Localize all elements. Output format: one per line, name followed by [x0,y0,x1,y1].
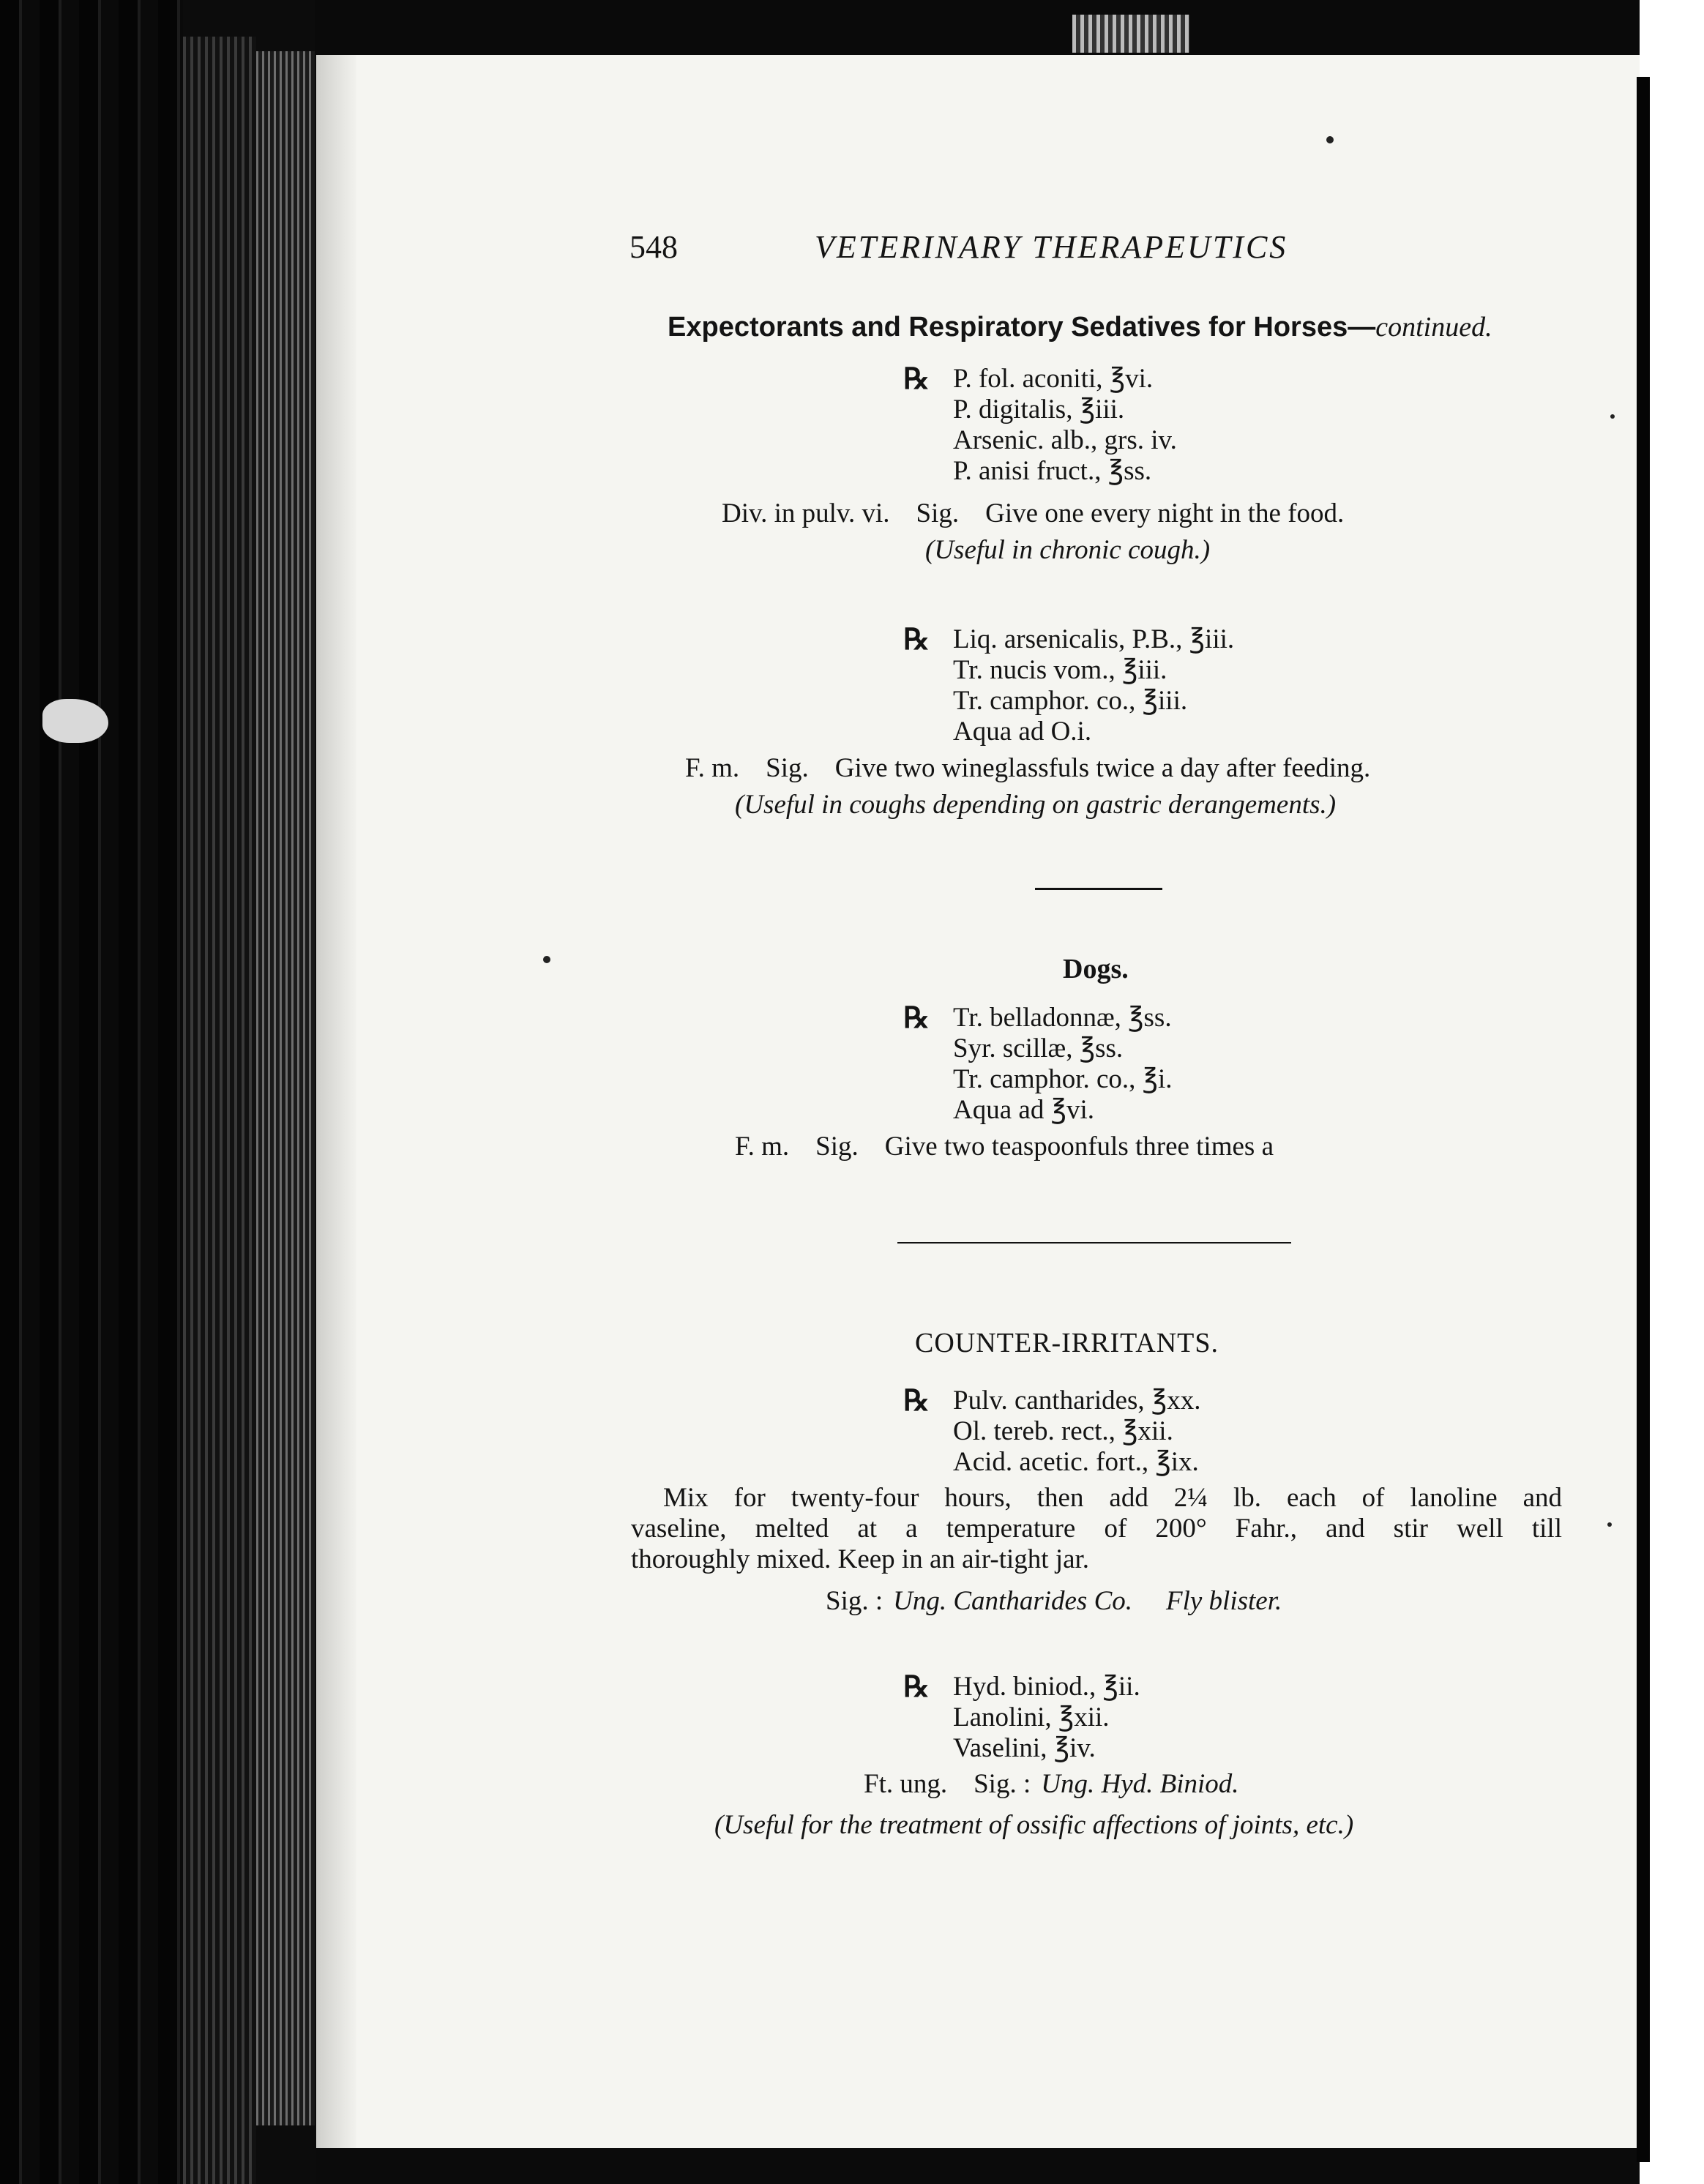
ingredient: Vaselini, ℥iv. [953,1733,1096,1763]
page-gutter-shadow [316,55,356,2148]
section-divider [1035,888,1162,890]
scan-speck [1610,414,1615,419]
book-spine-edge [0,0,183,2184]
sig-label: Sig. [815,1132,859,1162]
directions: Give one every night in the food. [985,498,1345,528]
scan-speck [543,956,550,963]
sig-label: Sig. [766,753,809,783]
ingredient: Tr. belladonnæ, ℥ss. [953,1003,1172,1033]
ingredient: Tr. camphor. co., ℥iii. [953,686,1188,716]
recipe-symbol: ℞ [903,362,930,395]
ingredient: Lanolini, ℥xii. [953,1702,1110,1732]
paragraph-line: vaseline, melted at a temperature of 200° Fahr., and stir well till [631,1514,1562,1544]
ingredient: Aqua ad O.i. [953,717,1092,747]
scan-artifact [1072,15,1189,53]
recipe-2-directions [685,752,1370,784]
ingredient: Syr. scillæ, ℥ss. [953,1033,1124,1063]
section-heading-text: Expectorants and Respiratory Sedatives for Horses— [668,312,1376,343]
dogs-directions [735,1131,1274,1162]
running-title: VETERINARY THERAPEUTICS [815,229,1288,265]
ingredient: Arsenic. alb., grs. iv. [953,425,1177,455]
ingredient: Ol. tereb. rect., ℥xii. [953,1416,1173,1446]
book-page-edges-inner [256,51,315,2125]
ingredient: Pulv. cantharides, ℥xx. [953,1385,1201,1416]
recipe-2-note: (Useful in coughs depending on gastric derangements.) [735,790,1337,820]
section-heading [668,311,1492,343]
recipe-symbol: ℞ [903,1384,930,1417]
section-divider [897,1242,1291,1244]
dogs-heading: Dogs. [1063,954,1129,984]
scan-bottom-margin [316,2148,1640,2184]
counter-irritants-heading: COUNTER-IRRITANTS. [915,1328,1219,1358]
page-right-border [1637,77,1650,2162]
ingredient: P. digitalis, ℥iii. [953,394,1125,425]
page-header [629,228,1405,280]
instruction: F. m. [735,1132,790,1162]
ingredient: P. anisi fruct., ℥ss. [953,456,1152,486]
page-number: 548 [629,229,678,265]
paragraph-line: thoroughly mixed. Keep in an air-tight jar. [631,1544,1090,1574]
recipe-1-directions [722,498,1344,529]
sig-text: Ung. Cantharides Co. [893,1586,1132,1616]
scan-speck [1607,1522,1612,1527]
instruction: F. m. [685,753,740,783]
recipe-symbol: ℞ [903,623,930,656]
book-page-edges [183,37,256,2184]
instruction: Ft. ung. [864,1769,948,1799]
counter-irritants-recipe-2-note: (Useful for the treatment of ossific affections of joints, etc.) [714,1810,1354,1840]
recipe-1-note: (Useful in chronic cough.) [925,535,1211,565]
sig-text: Ung. Hyd. Biniod. [1041,1769,1239,1799]
sig-label: Sig. [916,498,960,528]
recipe-symbol: ℞ [903,1670,930,1703]
ingredient: Liq. arsenicalis, P.B., ℥iii. [953,624,1235,654]
preparation-paragraph [631,1483,1562,1575]
directions: Give two wineglassfuls twice a day after feeding. [834,753,1371,783]
counter-irritants-recipe-1-sig [826,1585,1282,1617]
ingredient: Tr. camphor. co., ℥i. [953,1064,1173,1094]
sig-label: Sig. : [826,1586,883,1616]
directions: Give two teaspoonfuls three times a [884,1132,1274,1162]
section-heading-continued: continued. [1375,312,1492,343]
ingredient: Tr. nucis vom., ℥iii. [953,655,1167,685]
instruction: Div. in pulv. vi. [722,498,890,528]
sig-label: Sig. : [974,1769,1031,1799]
ingredient: Aqua ad ℥vi. [953,1095,1094,1125]
ingredient: Hyd. biniod., ℥ii. [953,1672,1140,1702]
paragraph-line: Mix for twenty-four hours, then add 2¼ lb. each of lanoline and [663,1483,1562,1513]
ingredient: Acid. acetic. fort., ℥ix. [953,1447,1199,1477]
scan-speck [1326,136,1334,143]
scan-top-margin [315,0,1640,55]
counter-irritants-recipe-2-sig [864,1768,1239,1800]
recipe-symbol: ℞ [903,1001,930,1034]
ingredient: P. fol. aconiti, ℥vi. [953,364,1154,394]
sig-extra: Fly blister. [1166,1586,1282,1616]
